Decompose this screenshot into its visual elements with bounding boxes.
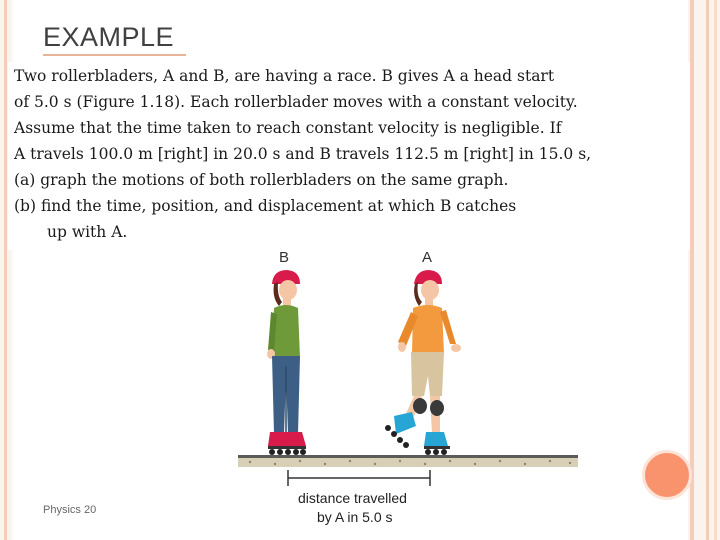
problem-text bbox=[8, 62, 690, 250]
figure-caption-line2: by A in 5.0 s bbox=[317, 509, 393, 525]
problem-part-b: (b) find the time, position, and displacement at which B catches bbox=[14, 197, 517, 215]
figure-caption-line1: distance travelled bbox=[298, 490, 407, 506]
ground bbox=[238, 457, 578, 467]
right-border-line bbox=[690, 0, 694, 540]
rollerbladers-figure bbox=[230, 246, 590, 536]
ground-edge bbox=[238, 455, 578, 458]
problem-part-a: (a) graph the motions of both rollerbladers on the same graph. bbox=[14, 171, 509, 189]
problem-line: A travels 100.0 m [right] in 20.0 s and B travels 112.5 m [right] in 15.0 s, bbox=[14, 145, 592, 163]
problem-line: of 5.0 s (Figure 1.18). Each rollerblader moves with a constant velocity. bbox=[14, 93, 578, 111]
rollerblader-a bbox=[385, 270, 461, 455]
slide-footer: Physics 20 bbox=[43, 504, 97, 516]
label-b: B bbox=[279, 249, 290, 266]
left-border-line bbox=[4, 0, 7, 540]
right-border-line bbox=[714, 0, 717, 540]
right-border-line bbox=[706, 0, 709, 540]
label-a: A bbox=[422, 249, 433, 266]
problem-line: Two rollerbladers, A and B, are having a race. B gives A a head start bbox=[14, 67, 555, 85]
problem-part-b-continued: up with A. bbox=[47, 223, 128, 241]
slide-title: EXAMPLE bbox=[43, 22, 175, 52]
distance-bracket bbox=[288, 470, 430, 486]
title-underline bbox=[43, 54, 186, 56]
problem-line: Assume that the time taken to reach constant velocity is negligible. If bbox=[14, 119, 562, 137]
rollerblader-b bbox=[267, 270, 306, 455]
decorative-circle bbox=[642, 450, 692, 500]
